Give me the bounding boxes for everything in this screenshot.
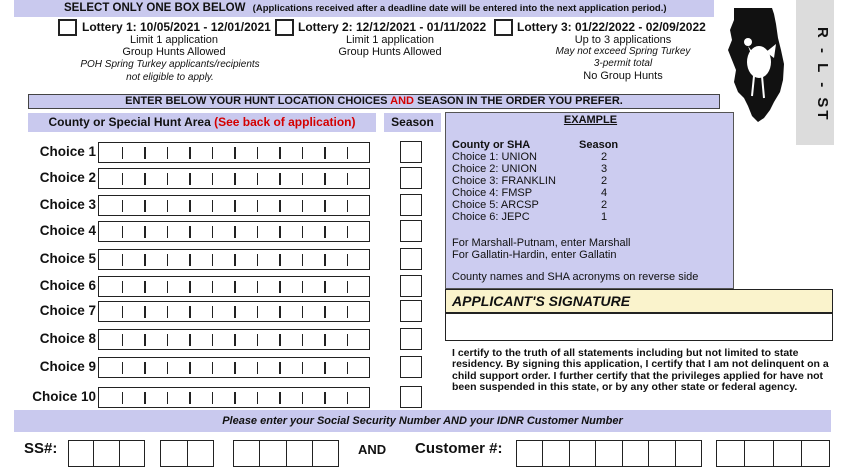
letter-cell[interactable] — [167, 302, 190, 321]
choice-season-field[interactable] — [400, 194, 422, 216]
letter-cell[interactable] — [167, 222, 190, 241]
letter-cell[interactable] — [99, 277, 122, 296]
letter-cell[interactable] — [279, 277, 302, 296]
instruction-text-1: ENTER BELOW YOUR HUNT LOCATION CHOICES — [125, 95, 391, 107]
letter-cell[interactable] — [189, 330, 212, 349]
ssn-digit-cell[interactable] — [161, 441, 187, 466]
letter-cell[interactable] — [347, 358, 370, 377]
ssn-and: AND — [443, 415, 467, 427]
choice-season-field[interactable] — [400, 167, 422, 189]
choice-label: Choice 9 — [39, 359, 96, 374]
letter-cell[interactable] — [212, 302, 235, 321]
customer-number-part-1-field[interactable] — [516, 440, 702, 467]
letter-cell[interactable] — [167, 169, 190, 188]
letter-cell[interactable] — [324, 250, 347, 269]
choice-label: Choice 1 — [39, 144, 96, 159]
customer-label: Customer #: — [415, 440, 503, 457]
letter-cell[interactable] — [347, 143, 370, 162]
example-title: EXAMPLE — [563, 114, 618, 126]
choice-location-field[interactable] — [98, 142, 370, 163]
lottery-3-line-2: No Group Hunts — [583, 70, 663, 82]
letter-cell[interactable] — [324, 277, 347, 296]
example-row-season: 2 — [601, 199, 608, 211]
letter-cell[interactable] — [279, 358, 302, 377]
letter-cell[interactable] — [212, 196, 235, 215]
example-footer: County names and SHA acronyms on reverse side — [452, 271, 699, 283]
instruction-and: AND — [390, 95, 415, 107]
letter-cell[interactable] — [234, 169, 257, 188]
letter-cell[interactable] — [189, 358, 212, 377]
and-label: AND — [358, 442, 387, 457]
letter-cell[interactable] — [122, 143, 145, 162]
illinois-map-turkey-icon — [726, 6, 788, 124]
ssn-digit-cell[interactable] — [234, 441, 259, 466]
lottery-3-line-1: Up to 3 applications — [574, 34, 672, 46]
letter-cell[interactable] — [257, 143, 280, 162]
letter-cell[interactable] — [122, 302, 145, 321]
letter-cell[interactable] — [347, 302, 370, 321]
letter-cell[interactable] — [167, 330, 190, 349]
letter-cell[interactable] — [189, 388, 212, 407]
letter-cell[interactable] — [212, 222, 235, 241]
letter-cell[interactable] — [234, 302, 257, 321]
choice-label: Choice 6 — [39, 278, 96, 293]
letter-cell[interactable] — [122, 222, 145, 241]
letter-cell[interactable] — [144, 358, 167, 377]
customer-digit-cell[interactable] — [595, 441, 621, 466]
letter-cell[interactable] — [257, 196, 280, 215]
lottery-3-checkbox[interactable] — [494, 19, 513, 36]
choice-season-field[interactable] — [400, 300, 422, 322]
customer-digit-cell[interactable] — [675, 441, 701, 466]
letter-cell[interactable] — [189, 169, 212, 188]
certification-text: I certify to the truth of all statements including but not limited to state residency. By signing this application, I certify that I am not delinquent on a child support order. I further certify that the privileges applied for have not been suspended in this state, or by any other state or federal agency. — [452, 347, 829, 394]
letter-cell[interactable] — [99, 388, 122, 407]
header-subtitle: (Applications received after a deadline date will be entered into the next application period.) — [252, 3, 667, 14]
side-tab-label: R - L - ST — [814, 27, 831, 123]
letter-cell[interactable] — [99, 330, 122, 349]
letter-cell[interactable] — [122, 169, 145, 188]
letter-cell[interactable] — [324, 302, 347, 321]
letter-cell[interactable] — [122, 358, 145, 377]
lottery-1-title: Lottery 1: 10/05/2021 - 12/01/2021 — [82, 20, 271, 34]
lottery-1-checkbox[interactable] — [58, 19, 77, 36]
ssn-part-2-field[interactable] — [160, 440, 214, 467]
customer-number-part-2-field[interactable] — [716, 440, 830, 467]
letter-cell[interactable] — [167, 388, 190, 407]
letter-cell[interactable] — [324, 169, 347, 188]
letter-cell[interactable] — [347, 196, 370, 215]
lottery-3-note-2: 3-permit total — [593, 58, 653, 69]
choice-location-field[interactable] — [98, 329, 370, 350]
letter-cell[interactable] — [279, 302, 302, 321]
choice-label: Choice 10 — [32, 389, 96, 404]
letter-cell[interactable] — [234, 330, 257, 349]
letter-cell[interactable] — [144, 143, 167, 162]
letter-cell[interactable] — [257, 277, 280, 296]
letter-cell[interactable] — [257, 169, 280, 188]
example-row-season: 1 — [601, 211, 608, 223]
letter-cell[interactable] — [302, 169, 325, 188]
letter-cell[interactable] — [144, 330, 167, 349]
letter-cell[interactable] — [144, 169, 167, 188]
letter-cell[interactable] — [279, 388, 302, 407]
letter-cell[interactable] — [99, 169, 122, 188]
customer-digit-cell[interactable] — [569, 441, 595, 466]
lottery-3-note-1: May not exceed Spring Turkey — [555, 46, 691, 57]
letter-cell[interactable] — [279, 169, 302, 188]
letter-cell[interactable] — [324, 143, 347, 162]
letter-cell[interactable] — [234, 358, 257, 377]
ssn-part-1-field[interactable] — [68, 440, 145, 467]
choice-location-field[interactable] — [98, 168, 370, 189]
letter-cell[interactable] — [99, 302, 122, 321]
header-title: SELECT ONLY ONE BOX BELOW — [64, 2, 246, 14]
letter-cell[interactable] — [122, 330, 145, 349]
example-row-label: Choice 6: JEPC — [452, 211, 530, 223]
lottery-2-checkbox[interactable] — [275, 19, 294, 36]
ssn-digit-cell[interactable] — [187, 441, 214, 466]
letter-cell[interactable] — [122, 196, 145, 215]
choice-season-field[interactable] — [400, 141, 422, 163]
letter-cell[interactable] — [167, 250, 190, 269]
letter-cell[interactable] — [189, 196, 212, 215]
county-header-note: (See back of application) — [214, 115, 356, 129]
letter-cell[interactable] — [167, 143, 190, 162]
example-row-season: 4 — [601, 187, 608, 199]
letter-cell[interactable] — [324, 222, 347, 241]
choice-location-field[interactable] — [98, 249, 370, 270]
lottery-3-title: Lottery 3: 01/22/2022 - 02/09/2022 — [517, 20, 706, 34]
example-row-label: Choice 3: FRANKLIN — [452, 175, 556, 187]
signature-field[interactable] — [445, 313, 833, 341]
letter-cell[interactable] — [257, 358, 280, 377]
letter-cell[interactable] — [279, 196, 302, 215]
letter-cell[interactable] — [302, 222, 325, 241]
letter-cell[interactable] — [167, 277, 190, 296]
county-column-header — [28, 113, 376, 132]
ssn-digit-cell[interactable] — [93, 441, 118, 466]
lottery-2-line-1: Limit 1 application — [345, 34, 435, 46]
instruction-bar — [28, 94, 720, 109]
letter-cell[interactable] — [302, 196, 325, 215]
ssn-part-3-field[interactable] — [233, 440, 339, 467]
letter-cell[interactable] — [347, 330, 370, 349]
letter-cell[interactable] — [279, 143, 302, 162]
letter-cell[interactable] — [144, 222, 167, 241]
letter-cell[interactable] — [122, 250, 145, 269]
example-panel — [445, 112, 734, 289]
letter-cell[interactable] — [99, 196, 122, 215]
letter-cell[interactable] — [279, 222, 302, 241]
lottery-1-line-1: Limit 1 application — [129, 34, 219, 46]
letter-cell[interactable] — [167, 196, 190, 215]
letter-cell[interactable] — [212, 388, 235, 407]
letter-cell[interactable] — [122, 388, 145, 407]
example-row-label: Choice 1: UNION — [452, 151, 537, 163]
customer-digit-cell[interactable] — [744, 441, 772, 466]
letter-cell[interactable] — [234, 143, 257, 162]
letter-cell[interactable] — [347, 388, 370, 407]
example-col-county: County or SHA — [452, 139, 531, 151]
header-bar — [14, 0, 714, 17]
ssn-digit-cell[interactable] — [119, 441, 144, 466]
example-note-2: For Gallatin-Hardin, enter Gallatin — [452, 249, 617, 261]
example-row-label: Choice 2: UNION — [452, 163, 537, 175]
customer-digit-cell[interactable] — [622, 441, 648, 466]
letter-cell[interactable] — [324, 196, 347, 215]
customer-digit-cell[interactable] — [773, 441, 801, 466]
letter-cell[interactable] — [234, 277, 257, 296]
letter-cell[interactable] — [99, 143, 122, 162]
choice-label: Choice 5 — [39, 251, 96, 266]
lottery-1-line-2: Group Hunts Allowed — [122, 46, 226, 58]
ssn-instruction-bar — [14, 410, 831, 432]
letter-cell[interactable] — [257, 222, 280, 241]
letter-cell[interactable] — [144, 302, 167, 321]
letter-cell[interactable] — [279, 330, 302, 349]
customer-digit-cell[interactable] — [542, 441, 568, 466]
instruction-text-2: SEASON IN THE ORDER YOU PREFER. — [414, 95, 623, 107]
customer-digit-cell[interactable] — [717, 441, 744, 466]
choice-location-field[interactable] — [98, 221, 370, 242]
lottery-1-note-2: not eligible to apply. — [126, 72, 214, 83]
choice-location-field[interactable] — [98, 387, 370, 408]
letter-cell[interactable] — [212, 169, 235, 188]
choice-label: Choice 3 — [39, 197, 96, 212]
example-row-label: Choice 4: FMSP — [452, 187, 533, 199]
example-note-1: For Marshall-Putnam, enter Marshall — [452, 237, 631, 249]
letter-cell[interactable] — [144, 388, 167, 407]
letter-cell[interactable] — [122, 277, 145, 296]
lottery-1-note-1: POH Spring Turkey applicants/recipients — [80, 59, 260, 70]
letter-cell[interactable] — [234, 222, 257, 241]
letter-cell[interactable] — [189, 302, 212, 321]
ssn-digit-cell[interactable] — [312, 441, 338, 466]
customer-digit-cell[interactable] — [517, 441, 542, 466]
choice-season-field[interactable] — [400, 248, 422, 270]
letter-cell[interactable] — [99, 222, 122, 241]
example-row-label: Choice 5: ARCSP — [452, 199, 539, 211]
letter-cell[interactable] — [144, 277, 167, 296]
letter-cell[interactable] — [257, 330, 280, 349]
ssn-digit-cell[interactable] — [69, 441, 93, 466]
letter-cell[interactable] — [302, 302, 325, 321]
letter-cell[interactable] — [257, 302, 280, 321]
letter-cell[interactable] — [144, 250, 167, 269]
letter-cell[interactable] — [212, 358, 235, 377]
letter-cell[interactable] — [347, 169, 370, 188]
choice-label: Choice 8 — [39, 331, 96, 346]
customer-digit-cell[interactable] — [648, 441, 674, 466]
example-row-season: 2 — [601, 175, 608, 187]
letter-cell[interactable] — [189, 222, 212, 241]
letter-cell[interactable] — [189, 143, 212, 162]
letter-cell[interactable] — [324, 388, 347, 407]
letter-cell[interactable] — [234, 388, 257, 407]
choice-season-field[interactable] — [400, 386, 422, 408]
letter-cell[interactable] — [347, 277, 370, 296]
letter-cell[interactable] — [144, 196, 167, 215]
letter-cell[interactable] — [257, 388, 280, 407]
lottery-2-line-2: Group Hunts Allowed — [338, 46, 442, 58]
letter-cell[interactable] — [347, 250, 370, 269]
letter-cell[interactable] — [167, 358, 190, 377]
choice-season-field[interactable] — [400, 328, 422, 350]
letter-cell[interactable] — [189, 277, 212, 296]
choice-label: Choice 2 — [39, 170, 96, 185]
letter-cell[interactable] — [257, 250, 280, 269]
letter-cell[interactable] — [302, 358, 325, 377]
choice-season-field[interactable] — [400, 220, 422, 242]
letter-cell[interactable] — [212, 143, 235, 162]
letter-cell[interactable] — [302, 330, 325, 349]
letter-cell[interactable] — [212, 330, 235, 349]
example-row-season: 3 — [601, 163, 608, 175]
choice-location-field[interactable] — [98, 357, 370, 378]
lottery-2-title: Lottery 2: 12/12/2021 - 01/11/2022 — [298, 20, 487, 34]
choice-location-field[interactable] — [98, 301, 370, 322]
ssn-digit-cell[interactable] — [259, 441, 285, 466]
choice-label: Choice 4 — [39, 223, 96, 238]
ss-label: SS#: — [24, 440, 58, 457]
signature-header: APPLICANT'S SIGNATURE — [445, 289, 833, 313]
letter-cell[interactable] — [302, 277, 325, 296]
letter-cell[interactable] — [324, 330, 347, 349]
choice-season-field[interactable] — [400, 356, 422, 378]
letter-cell[interactable] — [189, 250, 212, 269]
ssn-digit-cell[interactable] — [286, 441, 312, 466]
choice-location-field[interactable] — [98, 195, 370, 216]
letter-cell[interactable] — [99, 250, 122, 269]
letter-cell[interactable] — [302, 143, 325, 162]
choice-label: Choice 7 — [39, 303, 96, 318]
letter-cell[interactable] — [302, 250, 325, 269]
example-col-season: Season — [579, 139, 619, 151]
ssn-text-2: your IDNR Customer Number — [466, 415, 623, 427]
letter-cell[interactable] — [212, 277, 235, 296]
letter-cell[interactable] — [324, 358, 347, 377]
county-header-label: County or Special Hunt Area — [48, 115, 211, 129]
choice-season-field[interactable] — [400, 275, 422, 297]
letter-cell[interactable] — [234, 250, 257, 269]
ssn-text-1: Please enter your Social Security Number — [222, 415, 444, 427]
choice-location-field[interactable] — [98, 276, 370, 297]
letter-cell[interactable] — [212, 250, 235, 269]
example-row-season: 2 — [601, 151, 608, 163]
customer-digit-cell[interactable] — [801, 441, 829, 466]
letter-cell[interactable] — [347, 222, 370, 241]
letter-cell[interactable] — [234, 196, 257, 215]
season-column-header: Season — [384, 113, 441, 132]
letter-cell[interactable] — [279, 250, 302, 269]
letter-cell[interactable] — [302, 388, 325, 407]
letter-cell[interactable] — [99, 358, 122, 377]
